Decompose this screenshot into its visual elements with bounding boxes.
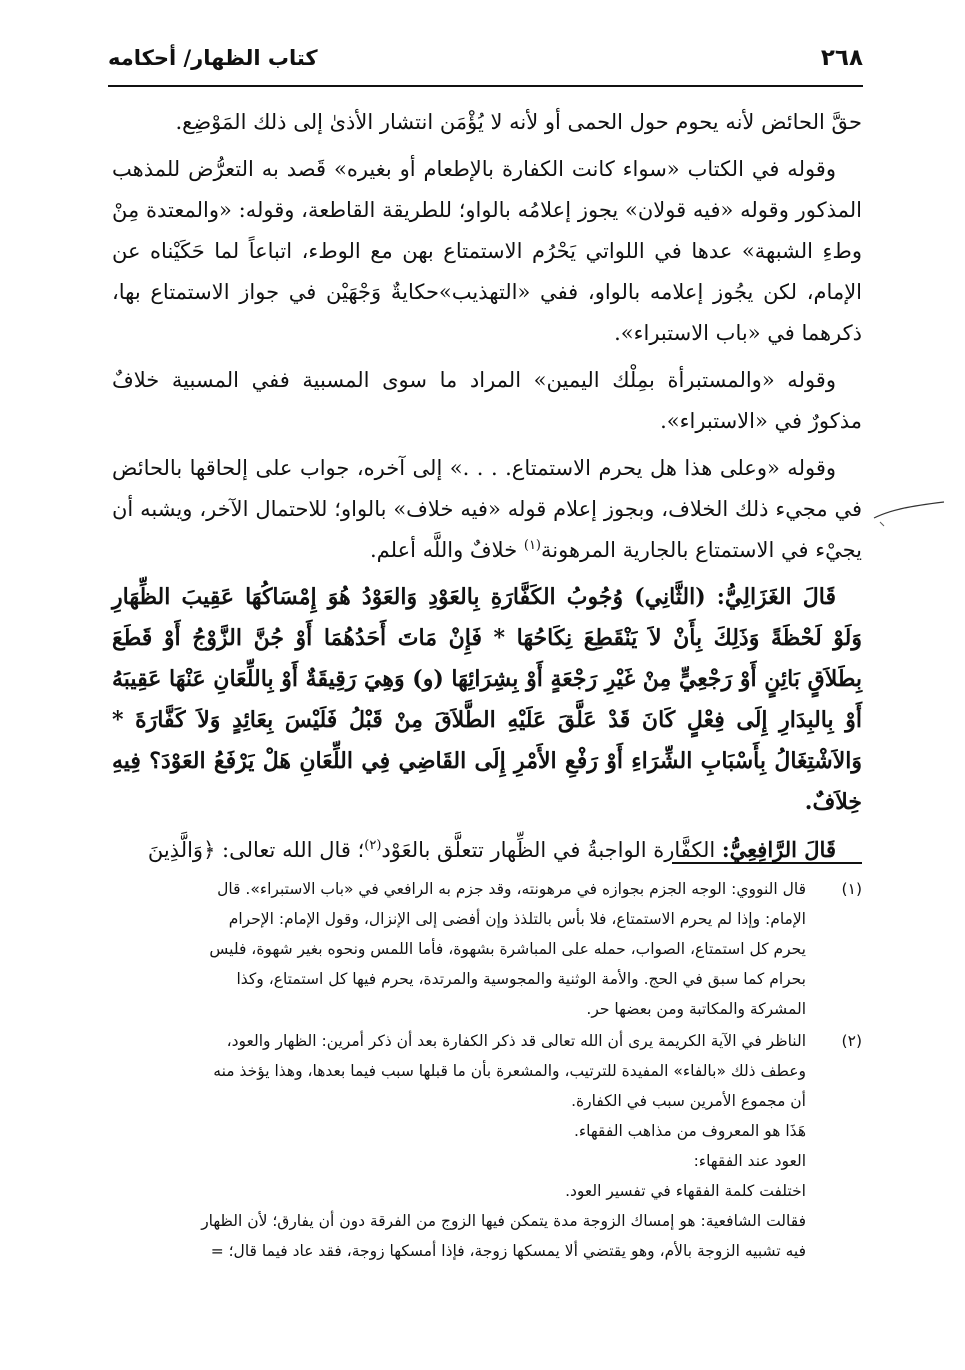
- footnote-line: المشركة والمكاتبة ومن بعضها حر.: [586, 1000, 806, 1018]
- page-number: ٢٦٨: [820, 45, 863, 71]
- footnote-ref-2: (٢): [364, 838, 382, 853]
- margin-pen-mark: [870, 496, 950, 536]
- footnote-2: [62, 1026, 862, 1266]
- footnote-line: فيه تشبيه الزوجة بالأم، وهو يقتضي ألا يمسكها زوجة، فإذا أمسكها زوجة، فقد عاد فيما قال؛ =: [210, 1242, 806, 1260]
- rafii-commentary: [112, 829, 862, 871]
- page-header: [108, 38, 863, 78]
- footnote-line: هَذَا هو المعروف من مذاهب الفقهاء.: [573, 1122, 806, 1140]
- paragraph: حقَّ الحائض لأنه يحوم حول الحمى أو لأنه لا يُؤْمَن انتشار الأذىٰ إلى ذلك المَوْضِع.: [175, 110, 862, 134]
- footnote-divider: [672, 862, 862, 864]
- footnote-line: فقالت الشافعية: هو إمساك الزوجة مدة يتمكن فيها الزوج من الفرقة دون أن يفارق؛ لأن الظهار: [201, 1212, 806, 1230]
- paragraph: وقوله «والمستبرأة بمِلْك اليمين» المراد ما سوى المسبية ففي المسبية خلافٌ مذكورٌ في «الاستبراء».: [112, 368, 862, 433]
- footnote-line: الناظر في الآية الكريمة يرى أن الله تعالى قد ذكر الكفارة بعد أن ذكر أمرين: الظهار والعود،: [226, 1032, 806, 1050]
- footnote-number: (١): [841, 880, 862, 898]
- paragraph-text: وقوله «وعلى هذا هل يحرم الاستمتاع. . . .» إلى آخره، جواب على إلحاقها بالحائض في مجيء ذلك الخلاف، وبجوز إعلام قوله «فيه خلاف» بالواو؛ للاحتمال الآخر، ويشبه أن يجيْء في الاستمتاع بالجارية المرهونة: [112, 456, 862, 562]
- footnote-line: وعطف ذلك «بالفاء» المفيدة للترتيب، والمشعرة بأن ما قبلها سبب فيما بعدها، وهذا يؤخذ منه: [213, 1062, 806, 1080]
- header-divider: [108, 85, 863, 87]
- paragraph: وقوله في الكتاب «سواء كانت الكفارة بالإطعام أو بغيره» قَصد به التعرُّض للمذهب المذكور وقوله «فيه قولان» يجوز إعلامُه بالواو؛ للطريقة القاطعة، وقوله: «والمعتدة مِنْ وطءِ الشبهة» عدها في اللواتي يَحْرُم الاستمتاع بهن مع الوطء، اتباعاً لما حَكَيْناه عن الإمام، لكن يجُوز إعلامه بالواو، ففي «التهذيب»حكايةٌ وَجْهَيْن في جواز الاستمتاع بها، ذكرهما في «باب الاستبراء».: [112, 157, 862, 345]
- rafii-lead: قَالَ الرَّافِعِيُّ:: [721, 837, 836, 862]
- paragraph: [112, 448, 862, 571]
- footnote-ref-1: (١): [523, 538, 541, 553]
- footnote-line: يحرم كل استمتاع، الصواب، حمله على المباشرة بشهوة، فأما اللمس ونحوه بغير شهوة، فليس: [209, 940, 806, 958]
- rafii-text: الكفَّارة الواجبةُ في الظِّهار تتعلَّق بالعَوْد: [381, 838, 722, 862]
- ghazali-quote: [112, 577, 862, 823]
- rafii-tail: ؛ قال الله تعالى: ﴿وَالَّذِينَ: [147, 838, 365, 862]
- paragraph-tail: خلافٌ واللَّه أعلم.: [369, 538, 524, 562]
- footnote-number: (٢): [841, 1032, 862, 1050]
- footnote-line: بحرام كما سبق في الحج. والأمة الوثنية والمجوسية والمرتدة، يحرم فيها كل استمتاع، وكذا: [236, 970, 806, 988]
- footnote-line: العود عند الفقهاء:: [693, 1152, 806, 1170]
- running-title: كتاب الظهار/ أحكامه: [108, 46, 318, 70]
- footnote-line: اختلفت كلمة الفقهاء في تفسير العود.: [565, 1182, 806, 1200]
- footnote-body: [62, 874, 806, 1024]
- footnote-line: أن مجموع الأمرين سبب في الكفارة.: [571, 1092, 806, 1110]
- quote-lead: قَالَ الغَزَالِيُّ:: [716, 584, 836, 610]
- footnote-line: الإمام: وإذا لم يحرم الاستمتاع، فلا بأس بالتلذذ وإن أفضى إلى الإنزال، وقول الإمام: الإحرام: [228, 910, 806, 928]
- quote-text: (الثَّانِي) وُجُوبُ الكَفَّارَةِ بِالعَوْدِ وَالعَوْدُ هُوَ إِمْسَاكُهَا عَقِيبَ الظِّهَارِ وَلَوْ لَحْظَةً وَذَلِكَ بِأَنْ لاَ يَنْقَطِعَ نِكَاحُهَا * فَإِنْ مَاتَ أَحَدُهُمَا أَوْ جُنَّ الزَّوْجُ أَوْ قَطَعَ بِطَلاَقٍ بَائِنٍ أَوْ رَجْعِيٍّ مِنْ غَيْرِ رَجْعَةٍ أَوْ بِشِرَائِهَا (و) وَهِيَ رَقِيقَةٌ أَوْ بِاللِّعَانِ عَنْهَا عَقِيبَهُ أَوْ بِالبِدَارِ إِلَى فِعْلٍ كَانَ قَدْ عَلَّقَ عَلَيْهِ الطَّلاَقَ مِنْ قَبْلُ فَلَيْسَ بِعَائِدٍ وَلاَ كَفَّارَةَ * وَالاَشْتِغَالُ بِأَسْبَابِ الشِّرَاءِ أَوْ رَفْعِ الأَمْرِ إِلَى القَاضِي فِي اللِّعَانِ هَلْ يَرْفَعُ العَوْدَ؟ فِيهِ خِلاَفٌ.: [112, 584, 863, 815]
- footnote-body: [62, 1026, 806, 1266]
- main-text: [112, 102, 862, 877]
- footnote-line: قال النووي: الوجه الجزم بجوازه في مرهونته، وقد جزم به الرافعي في «باب الاستبراء». قال: [217, 880, 806, 898]
- footnote-1: [62, 874, 862, 1024]
- footnotes: [62, 874, 862, 1268]
